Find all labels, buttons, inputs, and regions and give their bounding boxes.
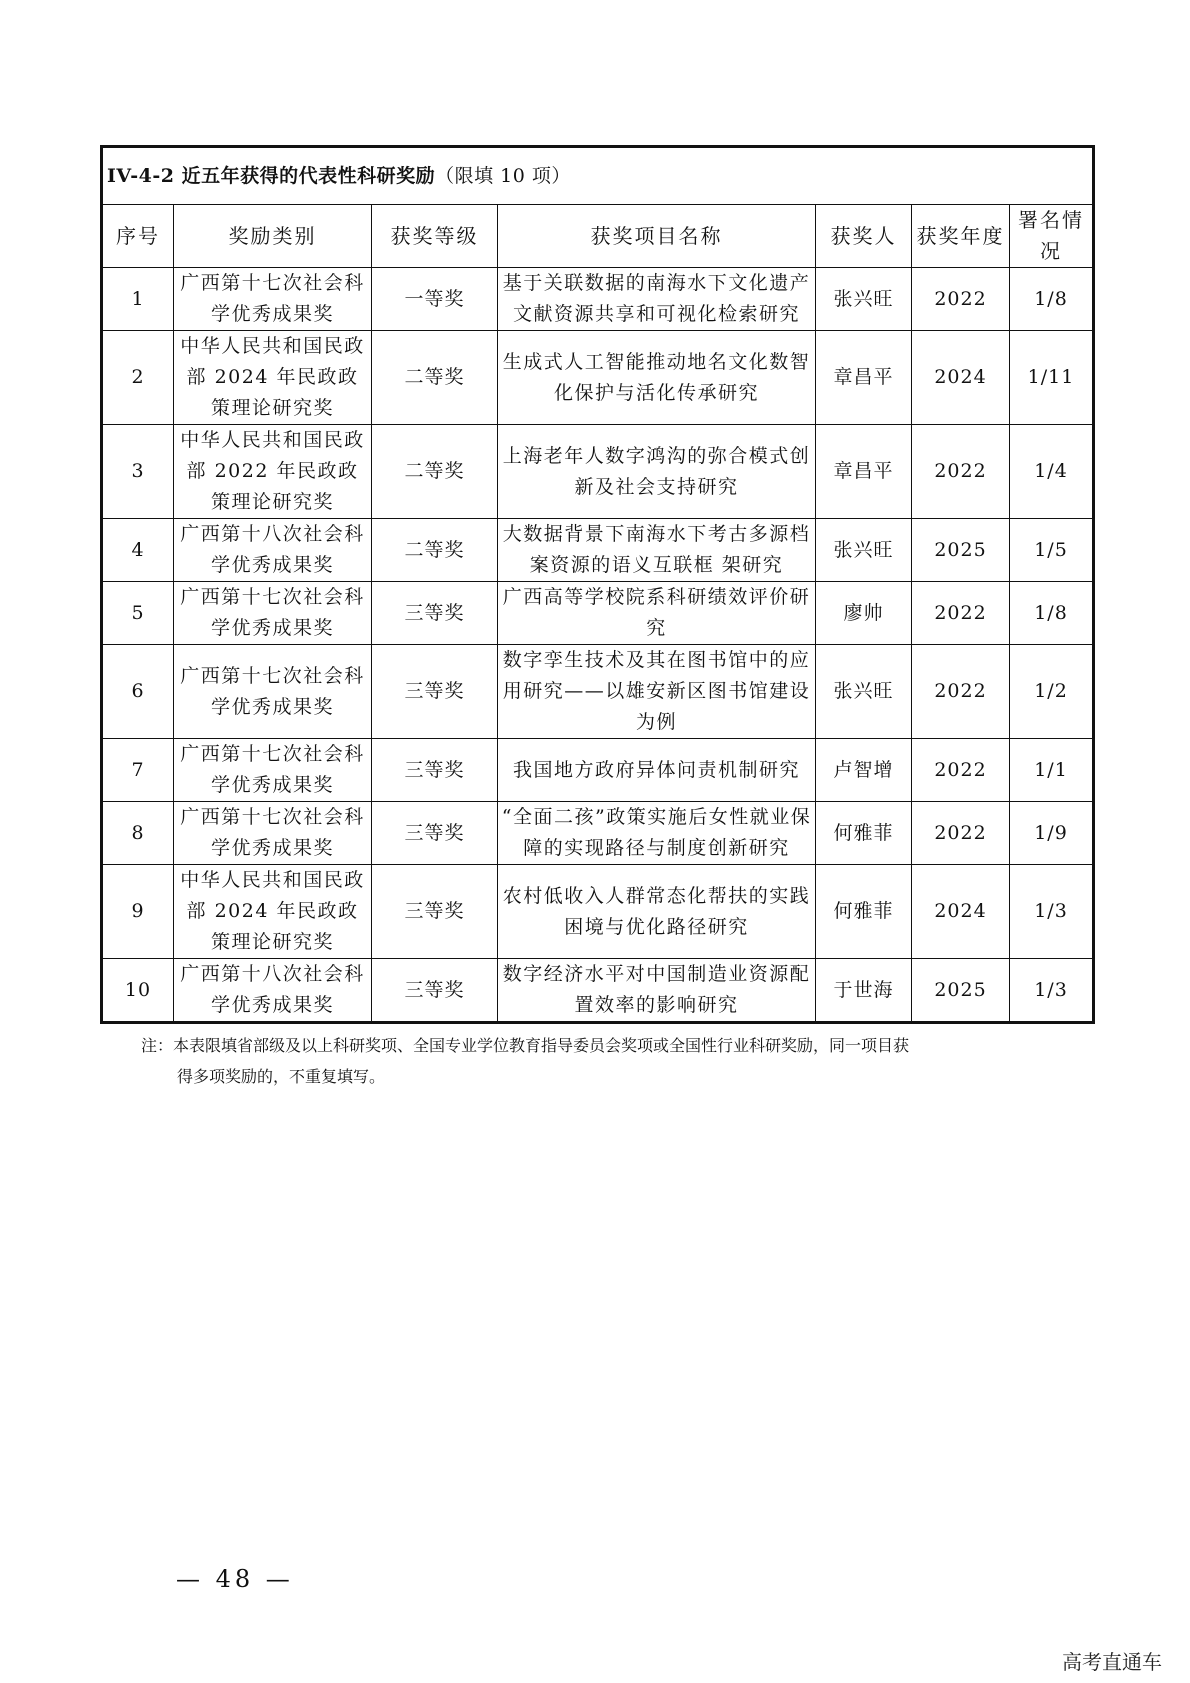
cell-year: 2022	[912, 802, 1010, 865]
watermark: 高考直通车	[1062, 1650, 1162, 1674]
header-cell: 获奖项目名称	[498, 205, 816, 268]
cell-awardee: 张兴旺	[816, 645, 912, 739]
cell-serial: 10	[102, 959, 174, 1023]
cell-year: 2022	[912, 645, 1010, 739]
cell-author-rank: 1/2	[1010, 645, 1094, 739]
table-caption-limit: （限填 10 项）	[435, 164, 571, 187]
header-cell: 获奖等级	[372, 205, 498, 268]
cell-award-level: 二等奖	[372, 425, 498, 519]
cell-awardee: 张兴旺	[816, 268, 912, 331]
cell-awardee: 章昌平	[816, 425, 912, 519]
cell-project-name: 我国地方政府异体问责机制研究	[498, 739, 816, 802]
cell-project-name: 数字孪生技术及其在图书馆中的应用研究——以雄安新区图书馆建设为例	[498, 645, 816, 739]
cell-awardee: 何雅菲	[816, 865, 912, 959]
cell-award-level: 一等奖	[372, 268, 498, 331]
table-row	[102, 645, 1094, 739]
cell-author-rank: 1/3	[1010, 959, 1094, 1023]
cell-year: 2022	[912, 739, 1010, 802]
table-row	[102, 865, 1094, 959]
cell-project-name: 上海老年人数字鸿沟的弥合模式创新及社会支持研究	[498, 425, 816, 519]
cell-awardee: 于世海	[816, 959, 912, 1023]
cell-award-category: 中华人民共和国民政部 2024 年民政政策理论研究奖	[174, 865, 372, 959]
cell-awardee: 章昌平	[816, 331, 912, 425]
awards-table	[100, 145, 1095, 1024]
table-note	[141, 1030, 1041, 1092]
cell-project-name: 数字经济水平对中国制造业资源配置效率的影响研究	[498, 959, 816, 1023]
cell-author-rank: 1/8	[1010, 582, 1094, 645]
cell-year: 2024	[912, 331, 1010, 425]
cell-year: 2025	[912, 519, 1010, 582]
cell-author-rank: 1/9	[1010, 802, 1094, 865]
cell-award-level: 三等奖	[372, 645, 498, 739]
cell-author-rank: 1/11	[1010, 331, 1094, 425]
cell-award-category: 广西第十七次社会科学优秀成果奖	[174, 645, 372, 739]
cell-awardee: 张兴旺	[816, 519, 912, 582]
cell-awardee: 何雅菲	[816, 802, 912, 865]
cell-serial: 5	[102, 582, 174, 645]
cell-award-level: 三等奖	[372, 959, 498, 1023]
table-header-row	[102, 205, 1094, 268]
note-line-2: 得多项奖励的，不重复填写。	[177, 1067, 386, 1086]
table-row	[102, 268, 1094, 331]
table-row	[102, 425, 1094, 519]
cell-year: 2022	[912, 582, 1010, 645]
cell-award-category: 广西第十八次社会科学优秀成果奖	[174, 519, 372, 582]
cell-year: 2024	[912, 865, 1010, 959]
cell-serial: 7	[102, 739, 174, 802]
cell-serial: 6	[102, 645, 174, 739]
header-cell: 获奖年度	[912, 205, 1010, 268]
cell-serial: 8	[102, 802, 174, 865]
cell-award-category: 广西第十七次社会科学优秀成果奖	[174, 268, 372, 331]
cell-award-level: 三等奖	[372, 739, 498, 802]
header-cell: 获奖人	[816, 205, 912, 268]
cell-award-category: 广西第十八次社会科学优秀成果奖	[174, 959, 372, 1023]
table-row	[102, 582, 1094, 645]
cell-serial: 4	[102, 519, 174, 582]
table-row	[102, 802, 1094, 865]
note-line-1: 注：本表限填省部级及以上科研奖项、全国专业学位教育指导委员会奖项或全国性行业科研奖励，同一项目获	[141, 1036, 910, 1055]
cell-author-rank: 1/5	[1010, 519, 1094, 582]
cell-author-rank: 1/3	[1010, 865, 1094, 959]
cell-awardee: 廖帅	[816, 582, 912, 645]
cell-serial: 2	[102, 331, 174, 425]
header-cell: 序号	[102, 205, 174, 268]
cell-awardee: 卢智增	[816, 739, 912, 802]
awards-table-container	[100, 145, 1092, 1024]
table-caption-row	[102, 147, 1094, 205]
cell-project-name: 基于关联数据的南海水下文化遗产文献资源共享和可视化检索研究	[498, 268, 816, 331]
cell-award-level: 三等奖	[372, 865, 498, 959]
table-caption	[102, 147, 1094, 205]
cell-award-level: 二等奖	[372, 331, 498, 425]
header-cell: 署名情况	[1010, 205, 1094, 268]
table-row	[102, 519, 1094, 582]
page-number: — 48 —	[176, 1565, 294, 1593]
cell-project-name: “全面二孩”政策实施后女性就业保障的实现路径与制度创新研究	[498, 802, 816, 865]
cell-project-name: 广西高等学校院系科研绩效评价研究	[498, 582, 816, 645]
cell-serial: 1	[102, 268, 174, 331]
cell-project-name: 农村低收入人群常态化帮扶的实践困境与优化路径研究	[498, 865, 816, 959]
table-row	[102, 959, 1094, 1023]
cell-project-name: 生成式人工智能推动地名文化数智化保护与活化传承研究	[498, 331, 816, 425]
cell-serial: 9	[102, 865, 174, 959]
cell-author-rank: 1/4	[1010, 425, 1094, 519]
cell-year: 2022	[912, 425, 1010, 519]
cell-award-category: 中华人民共和国民政部 2022 年民政政策理论研究奖	[174, 425, 372, 519]
cell-project-name: 大数据背景下南海水下考古多源档案资源的语义互联框 架研究	[498, 519, 816, 582]
table-row	[102, 739, 1094, 802]
cell-award-level: 二等奖	[372, 519, 498, 582]
cell-award-category: 广西第十七次社会科学优秀成果奖	[174, 802, 372, 865]
cell-author-rank: 1/1	[1010, 739, 1094, 802]
cell-award-category: 广西第十七次社会科学优秀成果奖	[174, 739, 372, 802]
header-cell: 奖励类别	[174, 205, 372, 268]
cell-award-level: 三等奖	[372, 802, 498, 865]
cell-year: 2022	[912, 268, 1010, 331]
table-row	[102, 331, 1094, 425]
cell-award-category: 广西第十七次社会科学优秀成果奖	[174, 582, 372, 645]
cell-year: 2025	[912, 959, 1010, 1023]
cell-serial: 3	[102, 425, 174, 519]
table-caption-title: IV-4-2 近五年获得的代表性科研奖励	[107, 164, 436, 187]
cell-award-level: 三等奖	[372, 582, 498, 645]
cell-author-rank: 1/8	[1010, 268, 1094, 331]
cell-award-category: 中华人民共和国民政部 2024 年民政政策理论研究奖	[174, 331, 372, 425]
